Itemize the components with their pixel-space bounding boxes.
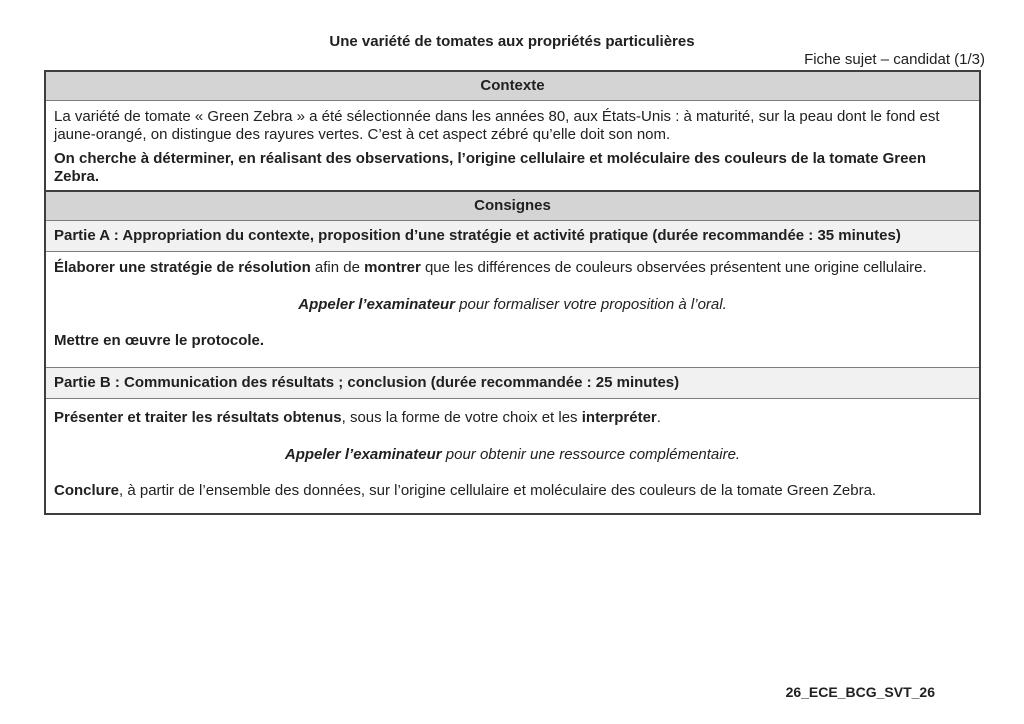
present-bold-1: Présenter et traiter les résultats obtenus — [54, 409, 342, 427]
document-title: Une variété de tomates aux propriétés particulières — [329, 33, 695, 50]
strategy-normal-1: afin de — [310, 259, 365, 276]
part-b-title: Partie B : Communication des résultats ; conclusion (durée recommandée : 25 minutes) — [46, 367, 979, 399]
present-bold-2: interpréter — [581, 409, 657, 427]
document-subtitle: Fiche sujet – candidat (1/3) — [804, 51, 985, 68]
part-a-protocol: Mettre en œuvre le protocole. — [54, 332, 265, 350]
contexte-body — [46, 101, 979, 196]
part-a-title: Partie A : Appropriation du contexte, proposition d’une stratégie et activité pratique (durée recommandée : 35 minutes) — [46, 220, 979, 252]
contexte-description: La variété de tomate « Green Zebra » a été sélectionnée dans les années 80, aux États-Unis : à maturité, sur la peau dont le fond est jaune-orangé, on distingue des rayures vertes. C’est à cet aspect zébré qu’elle doit son nom. — [54, 108, 940, 143]
present-normal-1: , sous la forme de votre choix et les — [341, 409, 582, 427]
call-a-italic: pour formaliser votre proposition à l’oral. — [454, 295, 727, 313]
consignes-table — [44, 190, 981, 515]
footer-document-code: 26_ECE_BCG_SVT_26 — [785, 684, 935, 700]
part-b-body — [46, 399, 979, 513]
conclude-bold: Conclure — [54, 482, 120, 500]
strategy-bold-1: Élaborer une stratégie de résolution — [54, 259, 311, 276]
consignes-header: Consignes — [46, 192, 979, 220]
call-b-bold: Appeler l’examinateur — [284, 445, 442, 463]
part-a-strategy — [54, 259, 971, 277]
call-b-italic: pour obtenir une ressource complémentaire. — [441, 445, 741, 463]
part-b-present — [54, 409, 971, 427]
present-normal-2: . — [656, 409, 661, 427]
strategy-normal-2: que les différences de couleurs observées présentent une origine cellulaire. — [420, 259, 927, 276]
conclude-normal: , à partir de l’ensemble des données, sur l’origine cellulaire et moléculaire des couleurs de la tomate Green Zebra. — [119, 482, 877, 500]
contexte-table — [44, 70, 981, 198]
contexte-header: Contexte — [46, 72, 979, 101]
strategy-bold-2: montrer — [364, 259, 421, 276]
call-a-bold: Appeler l’examinateur — [298, 295, 455, 313]
part-b-conclude — [54, 482, 971, 500]
part-a-body — [46, 252, 979, 367]
part-b-call-examiner — [54, 446, 971, 464]
part-a-call-examiner — [54, 296, 971, 314]
contexte-objective: On cherche à déterminer, en réalisant des observations, l’origine cellulaire et moléculaire des couleurs de la tomate Green Zebra. — [54, 150, 926, 186]
